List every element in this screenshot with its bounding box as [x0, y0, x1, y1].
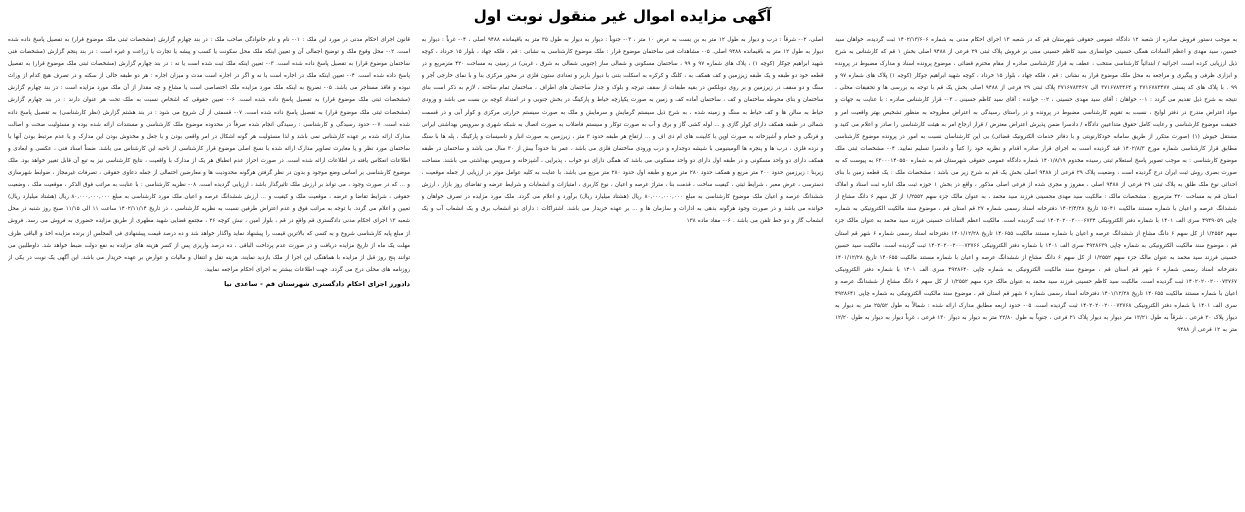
notice-column-right: [835, 34, 1237, 512]
notice-column-middle-text: اصلی، ۰۲- شرقاً : درب و دیوار به طول ۱۲ متر به بن بست به عرض ۱۰ متر ، ۰۳- جنوباً : دیوار به دیوار به طول ۳۵ متر به باقیمانده ۹۴۸۸ اصلی ، ۰۴- غرباً : دیوار به دیوار به طول ۱۲ متر به باقیمانده ۹۴۸۸ اصلی. ۰۵- مشاهدات فنی ساختمان موضوع قرار : ملک موضوع کارشناسی به نشانی : قم ، فلکه جهاد ، بلوار ۱۵ خرداد ، کوچه شهید ابراهیم جوکار (کوچه ۱) ، پلاک های شماره ۹۷ و ۹۹ ، ساختمان مسکونی و شمالی ساز (جنوبی شمالی به شرق ، غربی) در زمینی به مساحت ۴۲۰ مترمربع و در قطعه خود دو طبقه و یک طبقه زیرزمین و کف همکف به ، کلنگ و کرکره به اسکلت بتنی با دیوار باربر و تعدادی ستون فلزی در محور مرکزی بنا و با نمای خارجی آجر و سنگ و دو سقف در زیرزمین و بر روی دوبلکس در بقیه طبقات از سقف تیرچه و بلوک و جدار ساختمان های اطراف ، ساختمان تمام ساخته ، لازم به ذکر است بنای ساختمان و بنای محوطه ساختمان و کف ، ساختمان آماده کف و زمین به صورت یکپارچه حیاط و پارکینگ در بخش جنوبی و در امتداد کوچه بن بست می باشد و ورودی حیاط به سالن ها و کف حیاط به سنگ و زمینه شده ، به شرح ذیل سیستم گرمایش و سرمایش و ملک به صورت سیستم حرارتی مرکزی و کولر آبی و در قسمت شمالی در طبقه همکف دارای کولر گازی و ... لوله کشی گاز و برق و آب به صورت توکار و سیستم فاضلاب به صورت اتصال به شبکه شهری و سرویس بهداشتی ایرانی و فرنگی و حمام و آشپزخانه به صورت اوپن با کابینت های ام دی اف و ... ارتفاع هر طبقه حدود ۳ متر ، زیرزمین به صورت انبار و تاسیسات و پارکینگ ، پله ها با سنگ و نرده فلزی ، درب ها و پنجره ها آلومینیومی با شیشه دوجداره و درب ورودی ساختمان فلزی می باشد ، عمر بنا حدوداً بیش از ۳۰ سال می باشد و ساختمان در طبقه همکف دارای دو واحد مسکونی و در طبقه اول دارای دو واحد مسکونی می باشد که همگی دارای دو خواب ، پذیرایی ، آشپزخانه و سرویس بهداشتی می باشند. مساحت زیربنا : زیرزمین حدود ۲۰۰ متر مربع و همکف حدود ۲۸۰ متر مربع و طبقه اول حدود ۲۸۰ متر مربع می باشد. با عنایت به کلیه عوامل موثر در ارزیابی از جمله موقعیت ، دسترسی ، عرض معبر ، شرایط ثبتی ، کیفیت ساخت ، قدمت بنا ، متراژ عرصه و اعیان ، نوع کاربری ، امتیازات و انشعابات و شرایط عرضه و تقاضای روز بازار ، ارزش ششدانگ عرصه و اعیان ملک موضوع کارشناسی به مبلغ ۸۰,۰۰۰,۰۰۰,۰۰۰ ریال (هشتاد میلیارد ریال) برآورد و اعلام می گردد. ملک مورد مزایده در تصرف خواهان و خوانده می باشد و در صورت وجود هرگونه بدهی به ادارات و سازمان ها و ... بر عهده خریدار می باشد. اشتراکات : دارای دو انشعاب برق و یک انشعاب آب و یک انشعاب گاز و دو خط تلفن می باشد . ۰۶- مقاد ماده ۱۳۸: [421, 37, 824, 225]
notice-title: آگهی مزایده اموال غیر منقول نوبت اول: [473, 7, 772, 25]
notice-column-middle: [422, 34, 824, 512]
notice-column-left: [8, 34, 410, 512]
notice-column-left-text: قانون اجرای احکام مدنی در مورد این ملک : ۰۱- نام و نام خانوادگی صاحب ملک : در بند چهارم گزارش (مشخصات ثبتی ملک موضوع قرار) به تفصیل پاسخ داده شده است. ۰۲- محل وقوع ملک و توضیح اجمالی آن و تعیین اینکه ملک محل سکونت یا کسب و پیشه یا تجارت یا زراعت و غیره است : در بند پنجم گزارش (مشخصات فنی ساختمان موضوع قرار) به تفصیل پاسخ داده شده است. ۰۳- تعیین اینکه ملک ثبت شده است یا نه : در بند چهارم گزارش (مشخصات ثبتی ملک موضوع قرار) به تفصیل پاسخ داده شده است. ۰۴- تعیین اینکه ملک در اجاره است یا نه و اگر در اجاره است مدت و میزان اجاره : هر دو طبقه خالی از سکنه و در تصرف هیچ کدام از وراث نبوده و فاقد مستاجر می باشد. ۰۵- تصریح به اینکه ملک مورد مزایده ملک اختصاصی است یا مشاع و چه مقدار از آن ملک مورد مزایده است : در بند چهارم گزارش (مشخصات ثبتی ملک موضوع قرار) به تفصیل پاسخ داده شده است. ۰۶- تعیین حقوقی که اشخاص نسبت به ملک تحت هر عنوان دارند : در بند چهارم گزارش (مشخصات ثبتی ملک موضوع قرار) به تفصیل پاسخ داده شده است. ۰۷- قسمتی از آن شروع می شود : در بند هشتم گزارش (نظر کارشناسی) به تفصیل پاسخ داده شده است. ۰۷- حدود رسیدگی و کارشناسی : رسیدگی انجام شده صرفاً در محدوده موضوع ملک کارشناسی و مستندات ارائه شده بوده و مسئولیت صحت و اصالت مدارک ارائه شده بر عهده کارشناس نمی باشد و لذا مسئولیت هر گونه اشکال در امر واقعی بودن و یا جعل و مخدوش بودن این مدارک و یا عدم مرتبط بودن آنها با ساختمان مورد نظر و یا مغایرت تصاویر مدارک ارائه شده با نسخ اصلی موضوع قرار کارشناسی از ناحیه این کارشناس می باشد. ضمناً اسناد فنی ، عکسی و ابعادی و اطلاعات انعکاس یافته در اطلاعات ارائه شده است. در صورت احراز عدم انطباق هر یک از مدارک با واقعیت ، نتایج کارشناسی نیز به تبع آن قابل تغییر خواهد بود. ملک موضوع کارشناسی بر اساس وضع موجود و بدون در نظر گرفتن هرگونه محدودیت ها و معارضین احتمالی از جمله دعاوی حقوقی ، تصرفات غیرمجاز ، ضوابط شهرسازی و ... که در صورت وجود ، می تواند بر ارزش ملک تاثیرگذار باشد ، ارزیابی گردیده است. ۰۸- نظریه کارشناسی : با عنایت به مراتب فوق الذکر ، موقعیت ملک ، وضعیت حقوقی ، شرایط تقاضا و عرضه ، موقعیت ملک و کیفیت و ... ارزش ششدانگ عرصه و اعیان ملک مورد کارشناسی به مبلغ ۸۰,۰۰۰,۰۰۰,۰۰۰ ریال (هشتاد میلیارد ریال) تعیین و اعلام می گردد. با توجه به مراتب فوق و عدم اعتراض طرفین نسبت به نظریه کارشناسی ، در تاریخ ۱۴۰۲/۱۱/۱۴ ساعت ۱۱ الی ۱۱/۱۵ صبح روز شنبه در محل شعبه ۱۳ اجرای احکام مدنی دادگستری قم واقع در قم ، بلوار امین ، نبش کوچه ۲۶ ، مجتمع قضایی شهید مطهری از طریق مزایده حضوری به فروش می رسد. فروش از مبلغ پایه کارشناسی شروع و به کسی که بالاترین قیمت را پیشنهاد نماید واگذار خواهد شد و ده درصد قیمت پیشنهادی فی المجلس از برنده مزایده اخذ و الباقی ظرف مهلت یک ماه از تاریخ مزایده دریافت و در صورت عدم پرداخت الباقی ، ده درصد واریزی پس از کسر هزینه های مزایده به نفع دولت ضبط خواهد شد. داوطلبین می توانند پنج روز قبل از مزایده با هماهنگی این اجرا از ملک بازدید نمایند. هزینه نقل و انتقال و مالیات و عوارض بر عهده خریدار می باشد. این آگهی یک نوبت در یکی از روزنامه های محلی درج می گردد. جهت اطلاعات بیشتر به اجرای احکام مراجعه نمایید.: [8, 37, 410, 273]
notice-columns: [8, 34, 1237, 512]
notice-signature: دادورز اجرای احکام دادگستری شهرستان قم - ساعدی نیا: [224, 279, 410, 288]
notice-column-right-text: به موجب دستور فروش صادره از شعبه ۱۲ دادگاه عمومی حقوقی شهرستان قم که در شعبه ۱۳ اجرای احکام مدنی به شماره ۱۴۰۲/۱۳/۶۰۶ ثبت گردیده، خواهان سید حسین، سید مهدی و اعظم السادات همگی حسینی خوانساری سید کاظم حسینی مبنی بر فروش پلاک ثبتی ۲۹ فرعی از ۹۴۸۸ اصلی بخش ۱ قم که کارشناس به شرح ذیل ارزیابی کرده است. اجرائیه / ابتدائیاً کارشناسی منتخب ، عطف به قرار کارشناسی صادره از مقام محترم قضائی ، موضوع پرونده اسناد و مدارک مضبوط در پرونده و ابزاری ظرفی و پیگیری و مراجعه به محل ملک موضوع قرار به نشانی : قم ، فلکه جهاد ، بلوار ۱۵ خرداد ، کوچه شهید ابراهیم جوکار (کوچه ۱) پلاک های شماره ۹۷ و ۹۹ . با پلاک های کد پستی ۳۷۱۶۷۸۳۴۷۷ و ۳۷۱۶۷۸۳۴۶۴ الی ۳۷۱۶۷۸۳۴۶۷ پلاک ثبتی ۲۹ فرعی از ۹۴۸۸ اصلی بخش یک قم با توجه به بررسی ها و تحقیقات محلی ، نتیجه به شرح ذیل تقدیم می گردد : ۰۱- خواهان : آقای سید مهدی حسینی ، ۰۲- خوانده : آقای سید کاظم حسینی ، ۰۳- قرار کارشناس صادره : با عنایت به جهات و مواد اعتراض مندرج در دفتر لوایح ، نسبت به تقویم کارشناسی مضبوط در پرونده و در راستای رسیدگی به اعتراض مطروحه به منظور تشخیص بهتر واقعیت امر و حقیقت موضوع کارشناسی و رعایت کامل حقوق متداعیین دادگاه / دادسرا ضمن پذیرش اعتراض معترض / قرار ارجاع امر به هیئت کارشناسی را صادر و اعلام می کنید و مستقل خیوش (۱) (صورت متکرر از طریق سامانه خودکارنوبتی و با دفاتر خدمات الکترونیک قضائی) بی این کارشناسان نسبت به امور در پرونده موضوع کارشناسی مطابق قرار کارشناسی شماره مورخ ۱۴۰۲/۸/۳ قید گردیده است به اجرای قرار صادره اقدام و نظریه خود را کتباً و دادسرا تسلیم نمایید. ۰۴- مشخصات ثبتی ملک موضوع کارشناسی : به موجب تصویر پاسخ استعلام ثبتی رسیده مخدوم ۱۴۰۱/۸/۱۹ شماره دادگاه عمومی حقوقی شهرستان قم به شماره ۶۳۰۰۰۱۴۰۵۵۰ به پیوست که به صورت بصری روش ثبت ایران درج گردیده است ، وضعیت پلاک ۲۹ فرعی از ۹۴۸۸ اصلی بخش یک قم به شرح زیر می باشد : مشخصات ملک : یک قطعه زمین با بنای احداثی نوع ملک طلق به پلاک ثبتی ۲۹ فرعی از ۹۴۸۸ اصلی ، مفروز و مجری شده از فرعی اصلی مذکور ، واقع در بخش ۱ حوزه ثبت ملک اداره ثبت اسناد و املاک استان قم به مساحت ۴۲۰ مترمربع . مشخصات مالک : مالکیت سید مهدی محسینی فرزند سید محمد ، به عنوان مالک جزء سهم ۱/۲۵۵۲ از کل سهم ۶ دانگ مشاع از ششدانگ عرصه و اعیان با شماره مستند مالکیت ۱۵۰۴۱ تاریخ ۱۴۰۲/۴/۲۸ دفترخانه اسناد رسمی شماره ۲۷ قم استان قم ، موضوع سند مالکیت الکترونیکی به شماره چاپی ۴۹۴۹۰۵۹ سری الف ۱۴۰۱ با شماره دفتر الکترونیکی ۱۴۰۲۰۲۰۰۲۰۰۰۶۷۳۴ ثبت گردیده است. مالکیت اعظم السادات حسینی فرزند سید محمد به عنوان مالک جزء سهم ۱/۲۵۵۲ از کل سهم ۶ دانگ مشاع از ششدانگ عرصه و اعیان با شماره مستند مالکیت ۱۴۰۶۵۵ تاریخ ۱۴۰۱/۱۲/۲۸ دفترخانه اسناد رسمی شماره ۶ شهر قم استان قم ، موضوع سند مالکیت الکترونیکی به شماره چاپی ۴۹۲۸۶۳۹ سری الف ۱۴۰۱ با شماره دفتر الکترونیکی ۱۴۰۲۰۲۰۰۲۰۰۰۷۳۷۶۶ ثبت گردیده است. مالکیت سید حسین حسینی فرزند سید محمد به عنوان مالک جزء سهم ۱/۲۵۵۲ از کل سهم ۶ دانگ مشاع از ششدانگ عرصه و اعیان با شماره مستند مالکیت ۱۴۰۶۵۵ تاریخ ۱۴۰۱/۱۲/۲۸ دفترخانه اسناد رسمی شماره ۶ شهر قم استان قم ، موضوع سند مالکیت الکترونیکی به شماره چاپی ۴۹۲۸۶۴۰ سری الف ۱۴۰۱ با شماره دفتر الکترونیکی ۱۴۰۲۰۲۰۰۲۰۰۰۷۳۷۶۷ ثبت گردیده است. مالکیت سید کاظم حسینی فرزند سید محمد به عنوان مالک جزء سهم ۱/۲۵۵۲ از کل سهم ۶ دانگ مشاع از ششدانگ عرصه و اعیان با شماره مستند مالکیت ۱۴۰۶۵۵ تاریخ ۱۴۰۱/۱۲/۲۸ دفترخانه اسناد رسمی شماره ۶ شهر قم استان قم ، موضوع سند مالکیت الکترونیکی به شماره چاپی ۴۹۲۸۶۴۱ سری الف ۱۴۰۱ با شماره دفتر الکترونیکی ۱۴۰۲۰۲۰۰۲۰۰۰۷۳۷۶۸ ثبت گردیده است. ۰۵- حدود اربعه مطابق مدارک ارائه شده : شمالاً به طول ۲۵/۵۲ متر به دیوار به دیوار پلاک ۳۰ فرعی ، شرقاً به طول ۱۳/۲۱ متر دیوار به دیوار پلاک ۲۱ فرعی ، جنوباً به طول ۲۲/۸۰ متر به دیوار به دیوار ۱۳۰ فرعی ، غرباً دیوار به دیوار به طول ۱۲/۲۰ متر به ۱۲ فرعی از ۹۴۸۸: [835, 37, 1237, 334]
